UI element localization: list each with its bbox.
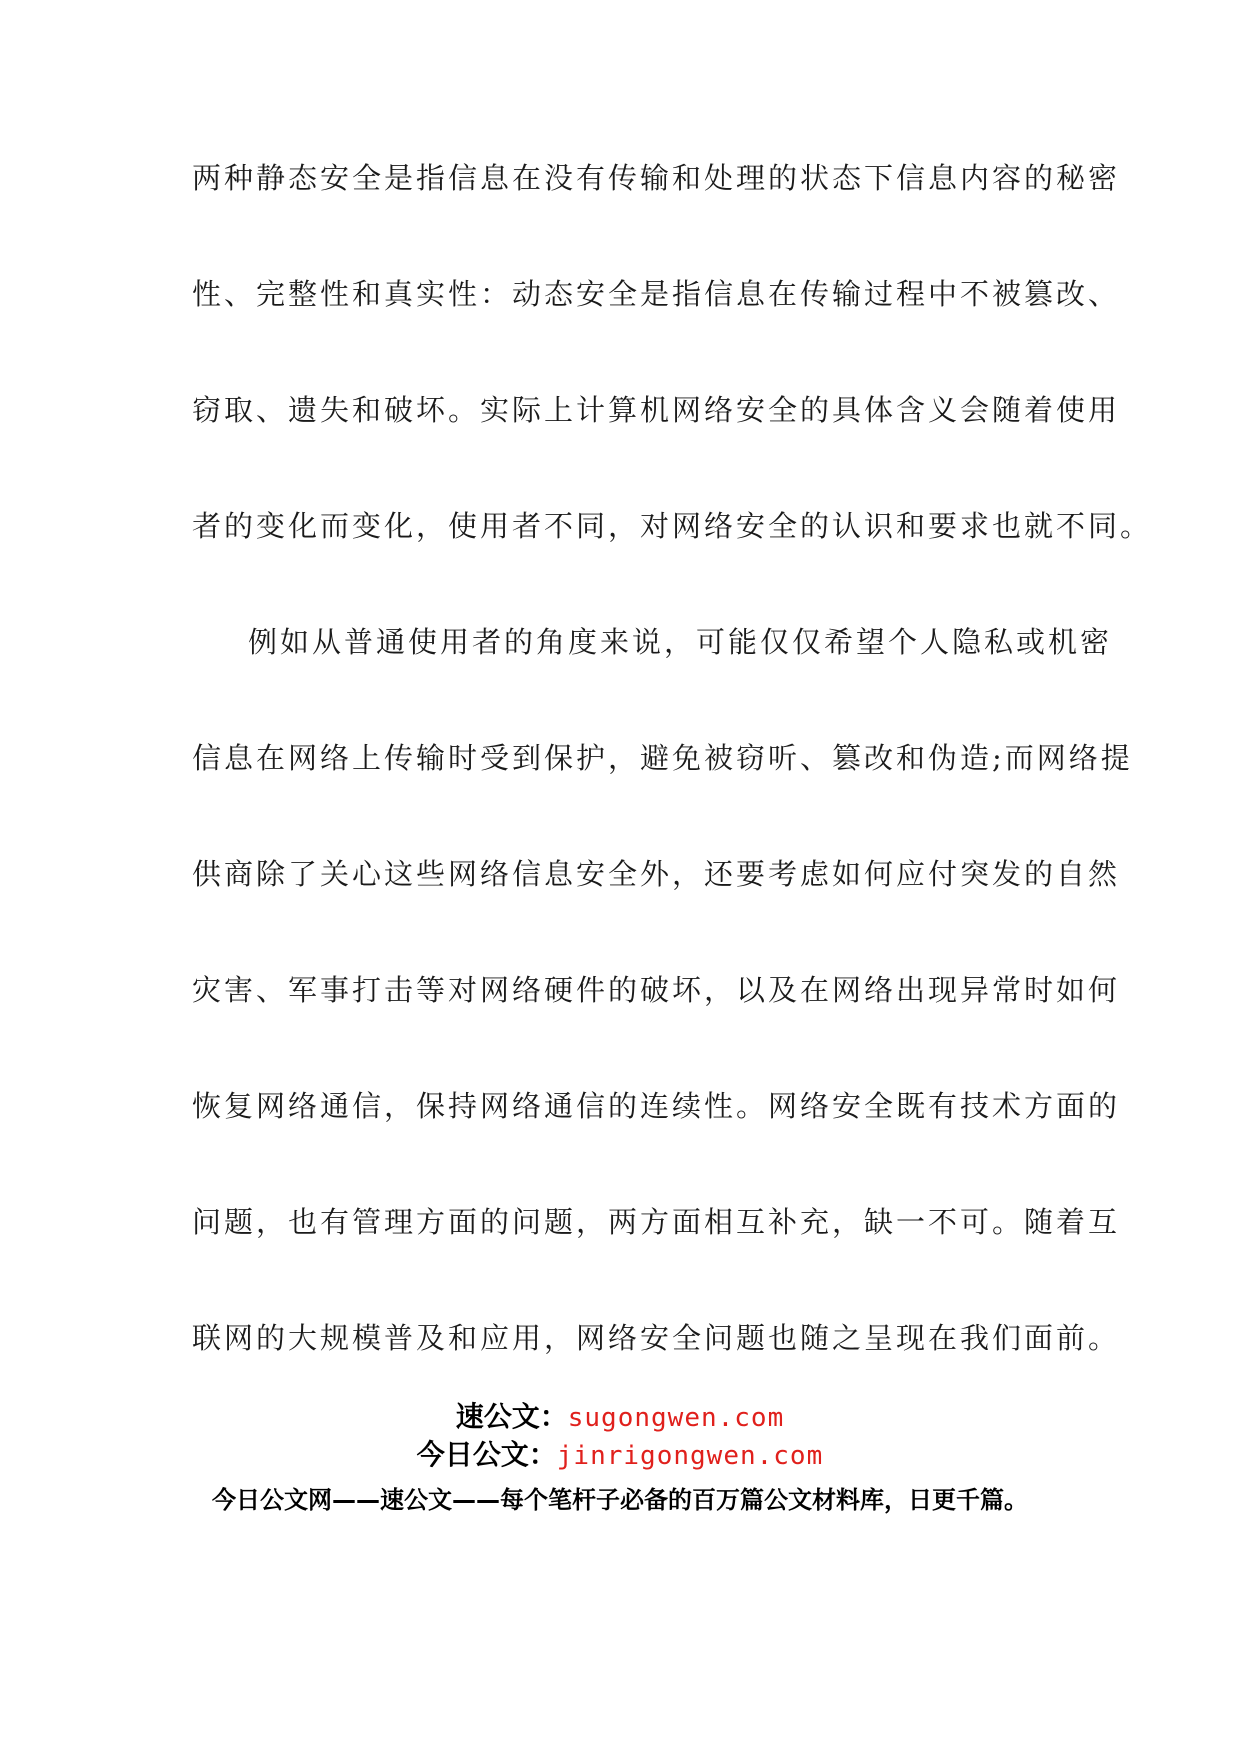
footer-sugongwen-link[interactable]: sugongwen.com xyxy=(567,1403,785,1433)
footer-jinrigongwen-link[interactable]: jinrigongwen.com xyxy=(556,1441,824,1471)
body-line: 恢复网络通信，保持网络通信的连续性。网络安全既有技术方面的 xyxy=(192,1089,1121,1123)
body-line: 者的变化而变化，使用者不同，对网络安全的认识和要求也就不同。 xyxy=(192,509,1153,543)
body-line: 信息在网络上传输时受到保护，避免被窃听、篡改和伪造;而网络提 xyxy=(192,741,1133,775)
body-line: 供商除了关心这些网络信息安全外，还要考虑如何应付突发的自然 xyxy=(192,857,1121,891)
footer-tagline: 今日公文网——速公文——每个笔杆子必备的百万篇公文材料库，日更千篇。 xyxy=(212,1486,1028,1514)
footer-sugongwen-label: 速公文： xyxy=(455,1400,568,1433)
footer-jinrigongwen xyxy=(0,1433,1240,1473)
body-line: 窃取、遗失和破坏。实际上计算机网络安全的具体含义会随着使用 xyxy=(192,393,1121,427)
body-line: 灾害、军事打击等对网络硬件的破坏，以及在网络出现异常时如何 xyxy=(192,973,1121,1007)
body-line: 联网的大规模普及和应用，网络安全问题也随之呈现在我们面前。 xyxy=(192,1321,1121,1355)
body-line-indented: 例如从普通使用者的角度来说，可能仅仅希望个人隐私或机密 xyxy=(248,625,1113,659)
body-line: 性、完整性和真实性：动态安全是指信息在传输过程中不被篡改、 xyxy=(192,277,1121,311)
footer-sugongwen xyxy=(0,1395,1240,1435)
body-line: 问题，也有管理方面的问题，两方面相互补充，缺一不可。随着互 xyxy=(192,1205,1121,1239)
body-line: 两种静态安全是指信息在没有传输和处理的状态下信息内容的秘密 xyxy=(192,161,1121,195)
footer-jinrigongwen-label: 今日公文： xyxy=(416,1438,557,1471)
